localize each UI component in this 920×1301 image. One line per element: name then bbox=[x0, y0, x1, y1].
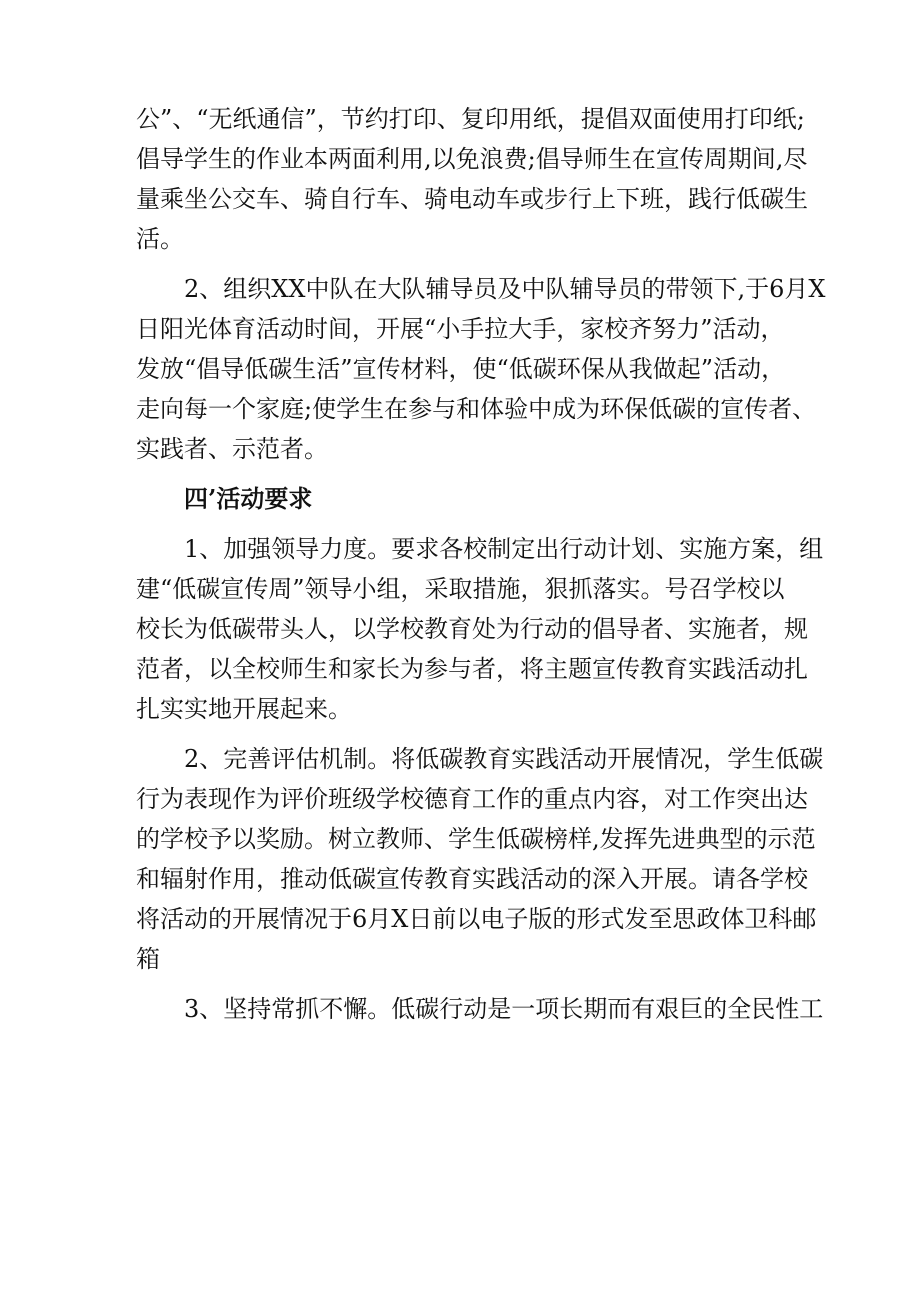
text-line: 行为表现作为评价班级学校德育工作的重点内容，对工作突出达 bbox=[136, 785, 808, 813]
text-line: 发放“倡导低碳生活”宣传材料，使“低碳环保从我做起”活动， bbox=[136, 355, 786, 383]
text-line: 箱 bbox=[136, 945, 160, 973]
paragraph-gap bbox=[136, 983, 796, 993]
paragraph-gap bbox=[136, 473, 796, 483]
text-line: 建“低碳宣传周”领导小组，采取措施，狠抓落实。号召学校以 bbox=[136, 575, 785, 603]
text-line: 的学校予以奖励。树立教师、学生低碳榜样,发挥先进典型的示范 bbox=[136, 825, 816, 853]
text-line: 公”、“无纸通信”，节约打印、复印用纸，提倡双面使用打印纸; bbox=[136, 105, 805, 133]
text-line: 扎实实地开展起来。 bbox=[136, 695, 352, 723]
text-line: 和辐射作用，推动低碳宣传教育实践活动的深入开展。请各学校 bbox=[136, 865, 808, 893]
text-line: 范者，以全校师生和家长为参与者，将主题宣传教育实践活动扎 bbox=[136, 655, 808, 683]
text-line: 活。 bbox=[136, 225, 184, 253]
text-line: 2、完善评估机制。将低碳教育实践活动开展情况，学生低碳 bbox=[184, 745, 824, 773]
paragraph-gap bbox=[136, 523, 796, 533]
text-line: 将活动的开展情况于6月X日前以电子版的形式发至思政体卫科邮 bbox=[136, 905, 817, 933]
text-line: 实践者、示范者。 bbox=[136, 435, 328, 463]
section-heading: 四’活动要求 bbox=[184, 484, 313, 513]
paragraph-gap bbox=[136, 733, 796, 743]
text-line: 日阳光体育活动时间，开展“小手拉大手，家校齐努力”活动， bbox=[136, 315, 785, 343]
text-line: 1、加强领导力度。要求各校制定出行动计划、实施方案，组 bbox=[184, 535, 824, 563]
text-line: 校长为低碳带头人，以学校教育处为行动的倡导者、实施者，规 bbox=[136, 615, 808, 643]
text-line: 倡导学生的作业本两面利用,以免浪费;倡导师生在宣传周期间,尽 bbox=[136, 145, 808, 173]
paragraph-gap bbox=[136, 263, 796, 273]
text-line: 走向每一个家庭;使学生在参与和体验中成为环保低碳的宣传者、 bbox=[136, 395, 817, 423]
text-line: 量乘坐公交车、骑自行车、骑电动车或步行上下班，践行低碳生 bbox=[136, 185, 808, 213]
text-line: 2、组织XX中队在大队辅导员及中队辅导员的带领下,于6月X bbox=[184, 275, 826, 303]
text-line: 3、坚持常抓不懈。低碳行动是一项长期而有艰巨的全民性工 bbox=[184, 995, 824, 1023]
document-page bbox=[136, 103, 826, 1033]
